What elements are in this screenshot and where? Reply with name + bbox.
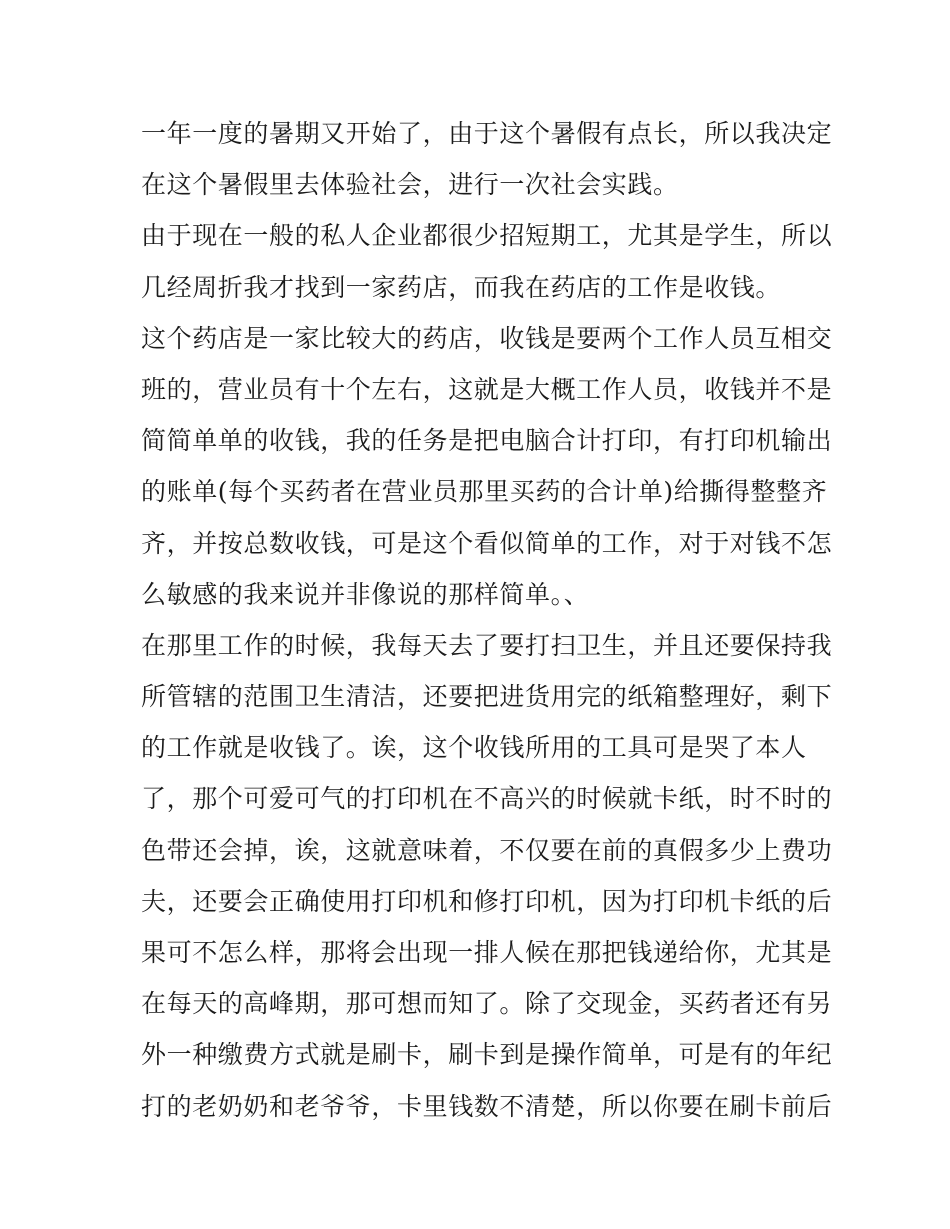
text-line: 夫，还要会正确使用打印机和修打印机，因为打印机卡纸的后 bbox=[141, 886, 833, 916]
text-line: 的账单(每个买药者在营业员那里买药的合计单)给撕得整整齐 bbox=[141, 477, 828, 507]
text-line: 色带还会掉，诶，这就意味着，不仅要在前的真假多少上费功 bbox=[141, 835, 833, 865]
text-line: 了，那个可爱可气的打印机在不高兴的时候就卡纸，时不时的 bbox=[141, 784, 833, 814]
text-line: 在每天的高峰期，那可想而知了。除了交现金，买药者还有另 bbox=[141, 989, 833, 1019]
text-line: 外一种缴费方式就是刷卡，刷卡到是操作简单，可是有的年纪 bbox=[141, 1040, 833, 1070]
text-line: 班的，营业员有十个左右，这就是大概工作人员，收钱并不是 bbox=[141, 374, 833, 404]
document-body bbox=[141, 108, 833, 1132]
text-line: 打的老奶奶和老爷爷，卡里钱数不清楚，所以你要在刷卡前后 bbox=[141, 1091, 833, 1121]
text-line: 齐，并按总数收钱，可是这个看似简单的工作，对于对钱不怎 bbox=[141, 528, 833, 558]
text-line: 一年一度的暑期又开始了，由于这个暑假有点长，所以我决定 bbox=[141, 119, 833, 148]
text-line: 么敏感的我来说并非像说的那样简单。、 bbox=[141, 579, 590, 609]
text-line: 果可不怎么样，那将会出现一排人候在那把钱递给你，尤其是 bbox=[141, 938, 833, 967]
text-line: 这个药店是一家比较大的药店，收钱是要两个工作人员互相交 bbox=[141, 323, 833, 353]
text-line: 在这个暑假里去体验社会，进行一次社会实践。 bbox=[141, 170, 679, 200]
text-line: 所管辖的范围卫生清洁，还要把进货用完的纸箱整理好，剩下 bbox=[141, 682, 833, 712]
text-line: 在那里工作的时候，我每天去了要打扫卫生，并且还要保持我 bbox=[141, 630, 833, 660]
text-line: 简简单单的收钱，我的任务是把电脑合计打印，有打印机输出 bbox=[141, 426, 833, 456]
text-line: 的工作就是收钱了。诶，这个收钱所用的工具可是哭了本人 bbox=[141, 733, 807, 763]
text-line: 几经周折我才找到一家药店，而我在药店的工作是收钱。 bbox=[141, 272, 782, 302]
text-line: 由于现在一般的私人企业都很少招短期工，尤其是学生，所以 bbox=[141, 221, 833, 251]
